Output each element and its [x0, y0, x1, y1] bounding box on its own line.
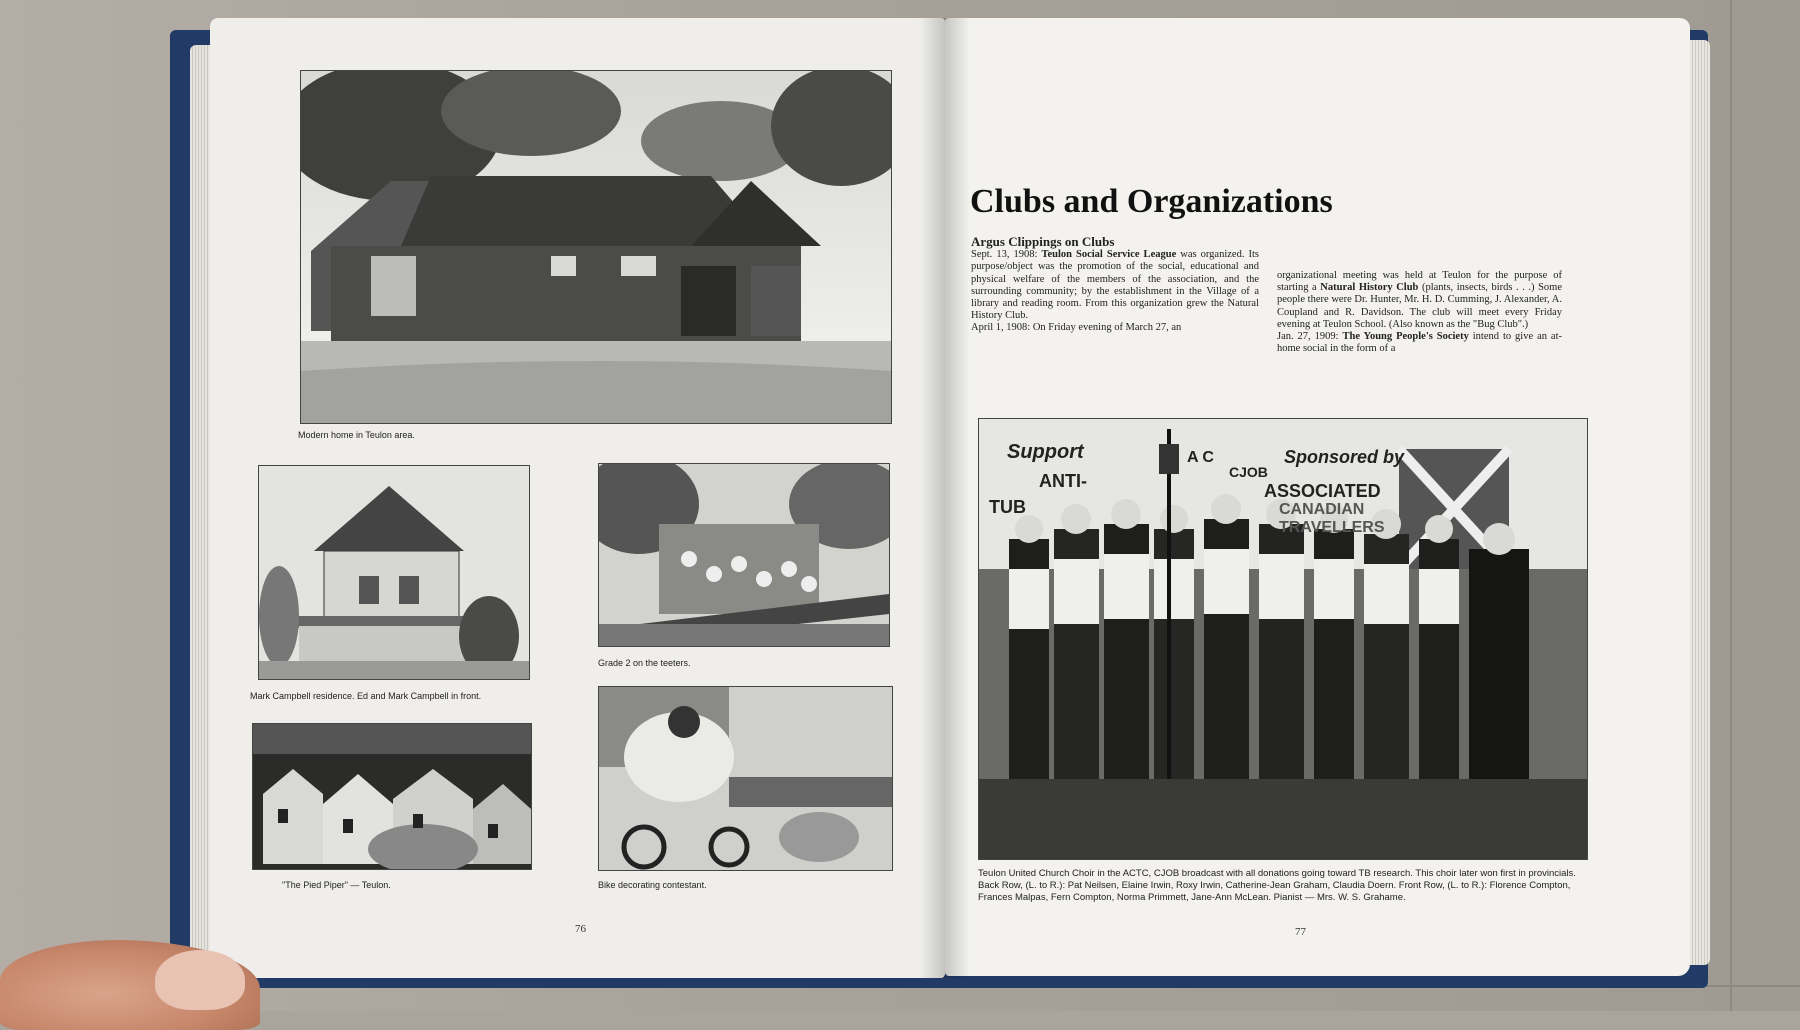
sign-travellers: TRAVELLERS [1279, 519, 1385, 536]
col2-p2: intend to give an at-home social in the form of a [1277, 331, 1562, 355]
col1-date: Sept. 13, 1908: [971, 249, 1042, 261]
right-page [945, 18, 1690, 976]
sign-support: Support [1007, 441, 1084, 463]
page-edges-left [190, 45, 212, 965]
photo-bike-contestant [598, 686, 893, 871]
subheading: Argus Clippings on Clubs [971, 234, 1115, 249]
photo-modern-home [300, 70, 892, 424]
caption-modern-home: Modern home in Teulon area. [298, 430, 415, 440]
caption-campbell: Mark Campbell residence. Ed and Mark Campbell in front. [250, 691, 482, 701]
text-column-1 [971, 236, 1259, 335]
floor-seam [1730, 0, 1732, 1011]
thumbnail [155, 950, 245, 1010]
page-heading: Clubs and Organizations [970, 183, 1333, 220]
caption-teeters: Grade 2 on the teeters. [598, 658, 691, 668]
page-edges-right [1690, 40, 1710, 965]
sign-tub: TUB [989, 497, 1026, 517]
left-page [210, 18, 945, 978]
page-number-left: 76 [575, 923, 586, 935]
col1-bold-league: Teulon Social Service League [1041, 249, 1177, 261]
col1-p2: April 1, 1908: On Friday evening of March 27, an [971, 322, 1182, 334]
sign-cjob: CJOB [1229, 464, 1268, 480]
sign-mic-letters: A C [1187, 449, 1214, 466]
col2-p1b: (plants, insects, birds . . .) Some people there were Dr. Hunter, Mr. H. D. Cumming, J. Alexander, A. Coupland and R. Davidson. The club will meet every Friday evening at Teulon School. (Also known as the "Bug Club".) [1277, 282, 1562, 330]
col1-body: was organized. Its purpose/object was the promotion of the social, educational and physical welfare of the members of the association, and the surrounding community; by the establishment in the Village of a library and reading room. From this organization grew the Natural History Club. [971, 249, 1259, 322]
col2-date: Jan. 27, 1909: [1277, 331, 1343, 343]
text-column-2 [1277, 270, 1562, 355]
col2-bold-society: The Young People's Society [1342, 331, 1469, 343]
sign-anti: ANTI- [1039, 471, 1087, 491]
col2-p1a: organizational meeting was held at Teulon for the purpose of starting a [1277, 270, 1562, 294]
caption-choir: Teulon United Church Choir in the ACTC, CJOB broadcast with all donations going toward TB research. This choir later won first in provincials. Back Row, (L. to R.): Pat Neilsen, Elaine Irwin, Roxy Irwin, Catherine-Jean Graham, Claudia Doern. Front Row, (L. to R.): Florence Compton, Frances Malpas, Fern Compton, Norma Primmett, Jane-Ann McLean. Pianist — Mrs. W. S. Grahame. [978, 868, 1576, 903]
sign-canadian: CANADIAN [1279, 501, 1365, 518]
sign-associated: ASSOCIATED [1264, 481, 1381, 501]
book-gutter [920, 18, 970, 978]
page-number-right: 77 [1295, 926, 1306, 938]
photo-church-choir [978, 418, 1588, 860]
photo-teeters [598, 463, 890, 647]
photo-campbell-residence [258, 465, 530, 680]
sign-sponsored: Sponsored by [1284, 447, 1405, 467]
photo-pied-piper [252, 723, 532, 870]
caption-pied-piper: "The Pied Piper" — Teulon. [282, 880, 391, 890]
caption-bike: Bike decorating contestant. [598, 880, 707, 890]
col2-bold-club: Natural History Club [1320, 282, 1419, 294]
